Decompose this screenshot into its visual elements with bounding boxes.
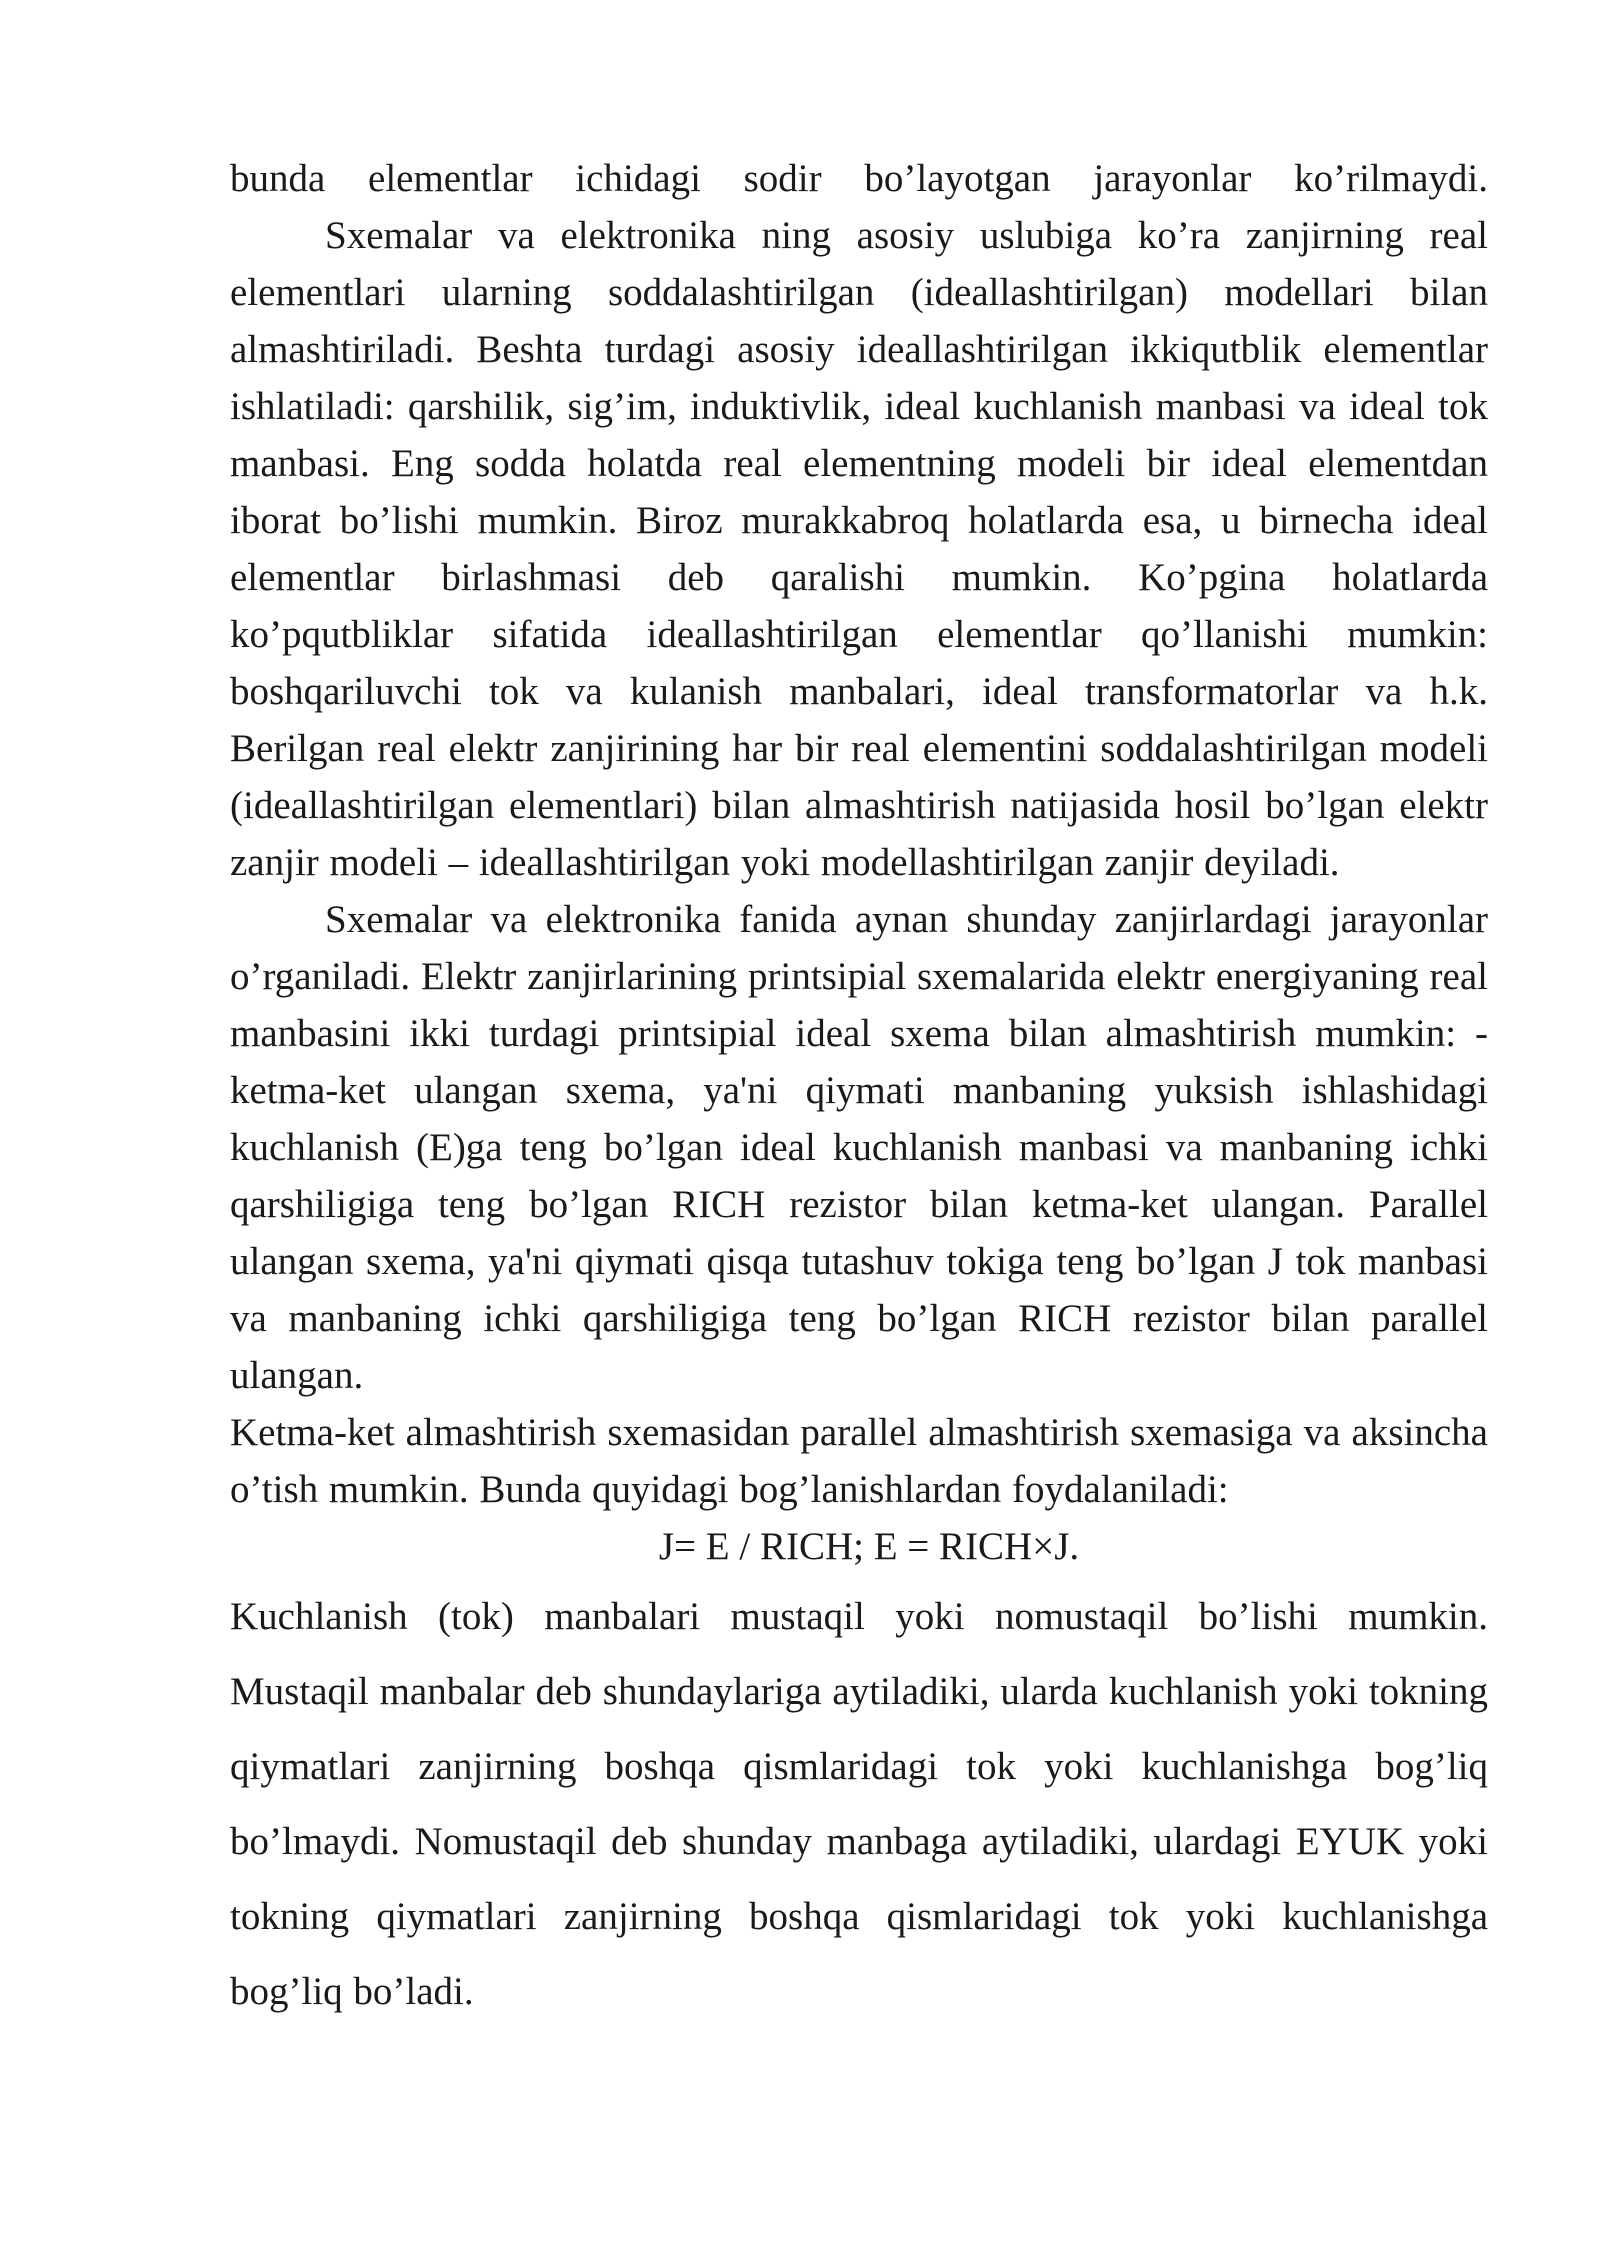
formula-conversion: J= E / RICH; E = RICH×J. [658, 1525, 1080, 1568]
paragraph-conversion: Ketma-ket almashtirish sxemasidan parallel almashtirish sxemasiga va aksincha o’tish mumkin. Bunda quyidagi bog’lanishlardan foydalaniladi: [230, 1411, 1488, 1511]
document-page [230, 150, 1488, 2029]
paragraph-intro-line: bunda elementlar ichidagi sodir bo’layotgan jarayonlar ko’rilmaydi. [230, 157, 1488, 200]
paragraph-dependent-sources: Kuchlanish (tok) manbalari mustaqil yoki nomustaqil bo’lishi mumkin. Mustaqil manbalar deb shundaylariga aytiladiki, ularda kuchlanish yoki tokning qiymatlari zanjirning boshqa qismlaridagi tok yoki kuchlanishga bog’liq bo’lmaydi. Nomustaqil deb shunday manbaga aytiladiki, ulardagi EYUK yoki tokning qiymatlari zanjirning boshqa qismlaridagi tok yoki kuchlanishga bog’liq bo’ladi. [230, 1595, 1488, 2013]
paragraph-source-schemes: Sxemalar va elektronika fanida aynan shunday zanjirlardagi jarayonlar o’rganiladi. Elektr zanjirlarining printsipial sxemalarida elektr energiyaning real manbasini ikki turdagi printsipial ideal sxema bilan almashtirish mumkin: -ketma-ket ulangan sxema, ya'ni qiymati manbaning yuksish ishlashidagi kuchlanish (E)ga teng bo’lgan ideal kuchlanish manbasi va manbaning ichki qarshiligiga teng bo’lgan RICH rezistor bilan ketma-ket ulangan. Parallel ulangan sxema, ya'ni qiymati qisqa tutashuv tokiga teng bo’lgan J tok manbasi va manbaning ichki qarshiligiga teng bo’lgan RICH rezistor bilan parallel ulangan. [230, 898, 1488, 1397]
paragraph-ideal-elements: Sxemalar va elektronika ning asosiy uslubiga ko’ra zanjirning real elementlari ularning soddalashtirilgan (ideallashtirilgan) modellari bilan almashtiriladi. Beshta turdagi asosiy ideallashtirilgan ikkiqutblik elementlar ishlatiladi: qarshilik, sig’im, induktivlik, ideal kuchlanish manbasi va ideal tok manbasi. Eng sodda holatda real elementning modeli bir ideal elementdan iborat bo’lishi mumkin. Biroz murakkabroq holatlarda esa, u birnecha ideal elementlar birlashmasi deb qaralishi mumkin. Ko’pgina holatlarda ko’pqutbliklar sifatida ideallashtirilgan elementlar qo’llanishi mumkin: boshqariluvchi tok va kulanish manbalari, ideal transformatorlar va h.k. Berilgan real elektr zanjirining har bir real elementini soddalashtirilgan modeli (ideallashtirilgan elementlari) bilan almashtirish natijasida hosil bo’lgan elektr zanjir modeli – ideallashtirilgan yoki modellashtirilgan zanjir deyiladi. [230, 214, 1488, 884]
